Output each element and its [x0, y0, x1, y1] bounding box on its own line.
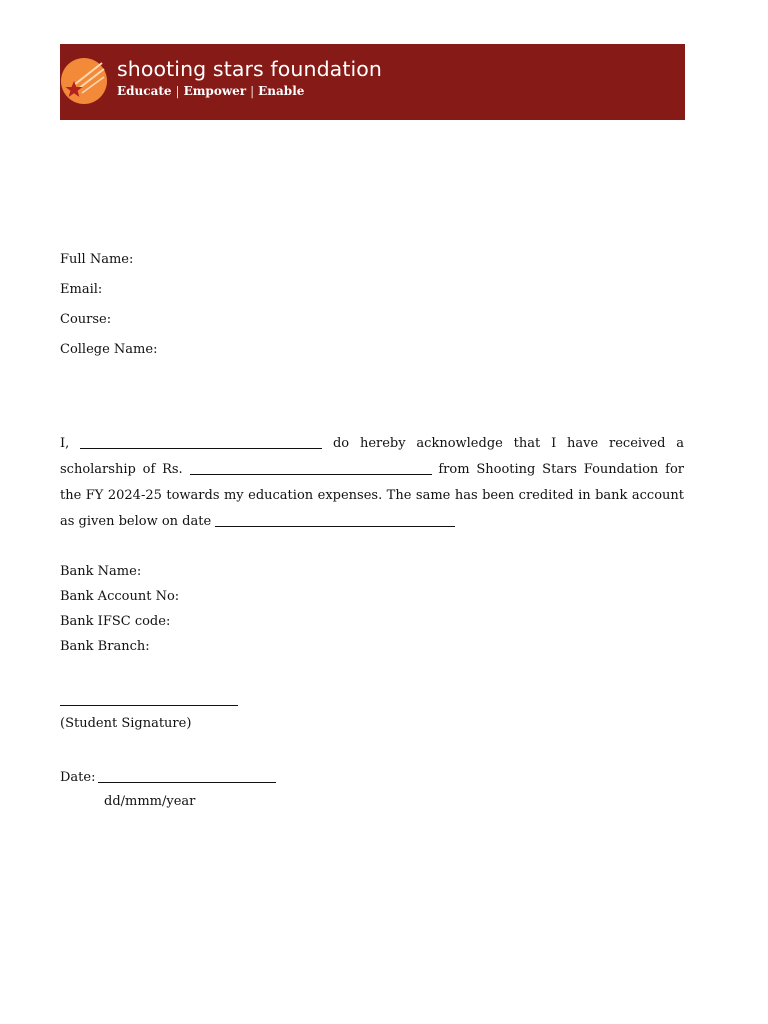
shooting-star-logo-icon [60, 57, 108, 105]
declaration-paragraph [60, 431, 684, 535]
bank-name-label: Bank Name: [60, 564, 142, 579]
brand-tagline [117, 84, 304, 98]
scholarship-amount-blank[interactable] [190, 460, 432, 475]
brand-name: shooting stars foundation [117, 57, 383, 81]
tagline-separator: | [250, 84, 255, 98]
signature-line[interactable] [60, 705, 238, 706]
date-row [60, 768, 276, 785]
course-label: Course: [60, 312, 112, 327]
declaration-part-3: from Shooting Stars Foundation for the FY 2024-25 towards my education expenses. The same has been credited in bank account as given below on date [60, 462, 684, 529]
tagline-enable: Enable [258, 84, 305, 98]
college-name-label: College Name: [60, 342, 158, 357]
date-format-hint: dd/mmm/year [104, 794, 196, 809]
credit-date-blank[interactable] [215, 512, 455, 527]
declaration-part-2: do hereby acknowledge that I have received a scholarship of Rs. [60, 436, 685, 477]
student-name-blank[interactable] [80, 434, 322, 449]
tagline-educate: Educate [117, 84, 172, 98]
declaration-part-1: I, [60, 436, 70, 451]
date-label: Date: [60, 770, 96, 785]
bank-account-label: Bank Account No: [60, 589, 180, 604]
date-blank[interactable] [98, 768, 276, 783]
header-banner [60, 44, 685, 120]
signature-label: (Student Signature) [60, 716, 192, 731]
full-name-label: Full Name: [60, 252, 134, 267]
bank-ifsc-label: Bank IFSC code: [60, 614, 171, 629]
bank-branch-label: Bank Branch: [60, 639, 150, 654]
email-label: Email: [60, 282, 103, 297]
tagline-separator: | [175, 84, 180, 98]
tagline-empower: Empower [183, 84, 247, 98]
